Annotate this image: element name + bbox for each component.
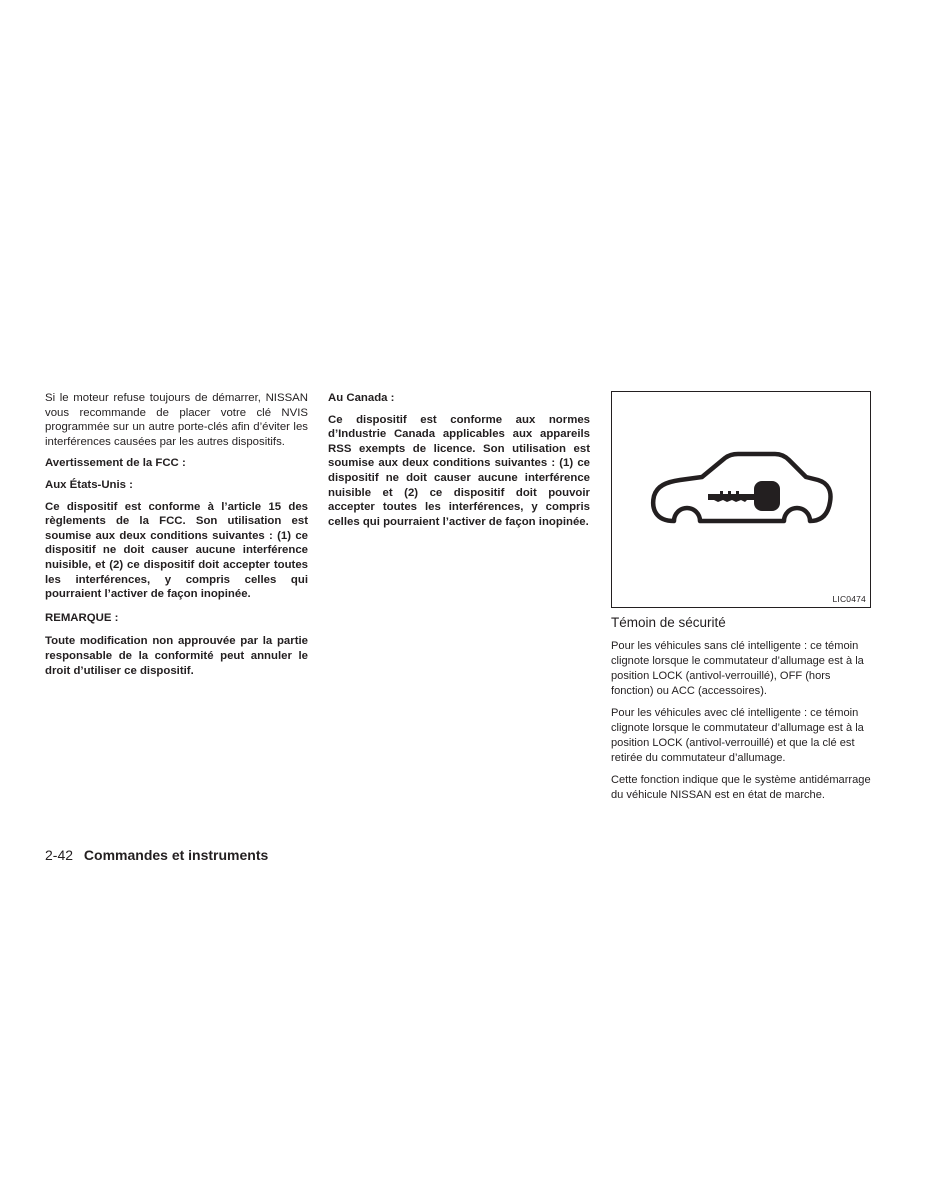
security-indicator-heading: Témoin de sécurité [611, 615, 726, 630]
page-number: 2-42 [45, 847, 74, 863]
car-with-key-security-indicator-icon [648, 449, 834, 547]
with-smart-key-paragraph: Pour les véhicules avec clé intelligente : ce témoin clignote lorsque le commutateur d’allumage est à la position LOCK (antivol-verrouillé) et que la clé est retirée du commutateur d’allumage. [611, 707, 864, 764]
fcc-heading: Avertissement de la FCC : [45, 457, 186, 470]
page-footer [45, 846, 268, 864]
usa-paragraph: Ce dispositif est conforme à l’article 15 des règlements de la FCC. Son utilisation est soumise aux deux conditions suivantes : (1) ce dispositif ne doit causer aucune interférence nuisible, et (2) ce dispositif doit accepter toutes les interférences, y compris celles qui pourraient l’activer de façon inopinée. [45, 500, 308, 601]
note-paragraph: Toute modification non approuvée par la partie responsable de la conformité peut annuler le droit d’utiliser ce dispositif. [45, 635, 308, 677]
right-column [611, 391, 875, 810]
section-title: Commandes et instruments [83, 847, 269, 863]
security-indicator-figure [611, 391, 871, 608]
immobilizer-paragraph: Cette fonction indique que le système antidémarrage du véhicule NISSAN est en état de marche. [611, 774, 871, 801]
left-column [45, 391, 308, 685]
intro-paragraph: Si le moteur refuse toujours de démarrer, NISSAN vous recommande de placer votre clé NVIS programmée sur un autre porte-clés afin d’éviter les interférences causées par les autres dispositifs. [45, 392, 308, 448]
without-smart-key-paragraph: Pour les véhicules sans clé intelligente : ce témoin clignote lorsque le commutateur d’allumage est à la position LOCK (antivol-verrouillé), OFF (hors fonction) ou ACC (accessoires). [611, 640, 864, 697]
middle-column [328, 391, 590, 536]
figure-code: LIC0474 [832, 594, 866, 604]
canada-paragraph: Ce dispositif est conforme aux normes d’Industrie Canada applicables aux appareils RSS exempts de licence. Son utilisation est soumise aux deux conditions suivantes : (1) ce dispositif ne doit causer aucune interférence nuisible et (2) ce dispositif doit pouvoir accepter toutes les interférences, y compris celles qui pourraient l’activer de façon inopinée. [328, 413, 590, 528]
canada-heading: Au Canada : [328, 392, 395, 404]
usa-heading: Aux États-Unis : [45, 478, 133, 491]
note-heading: REMARQUE : [45, 611, 119, 624]
